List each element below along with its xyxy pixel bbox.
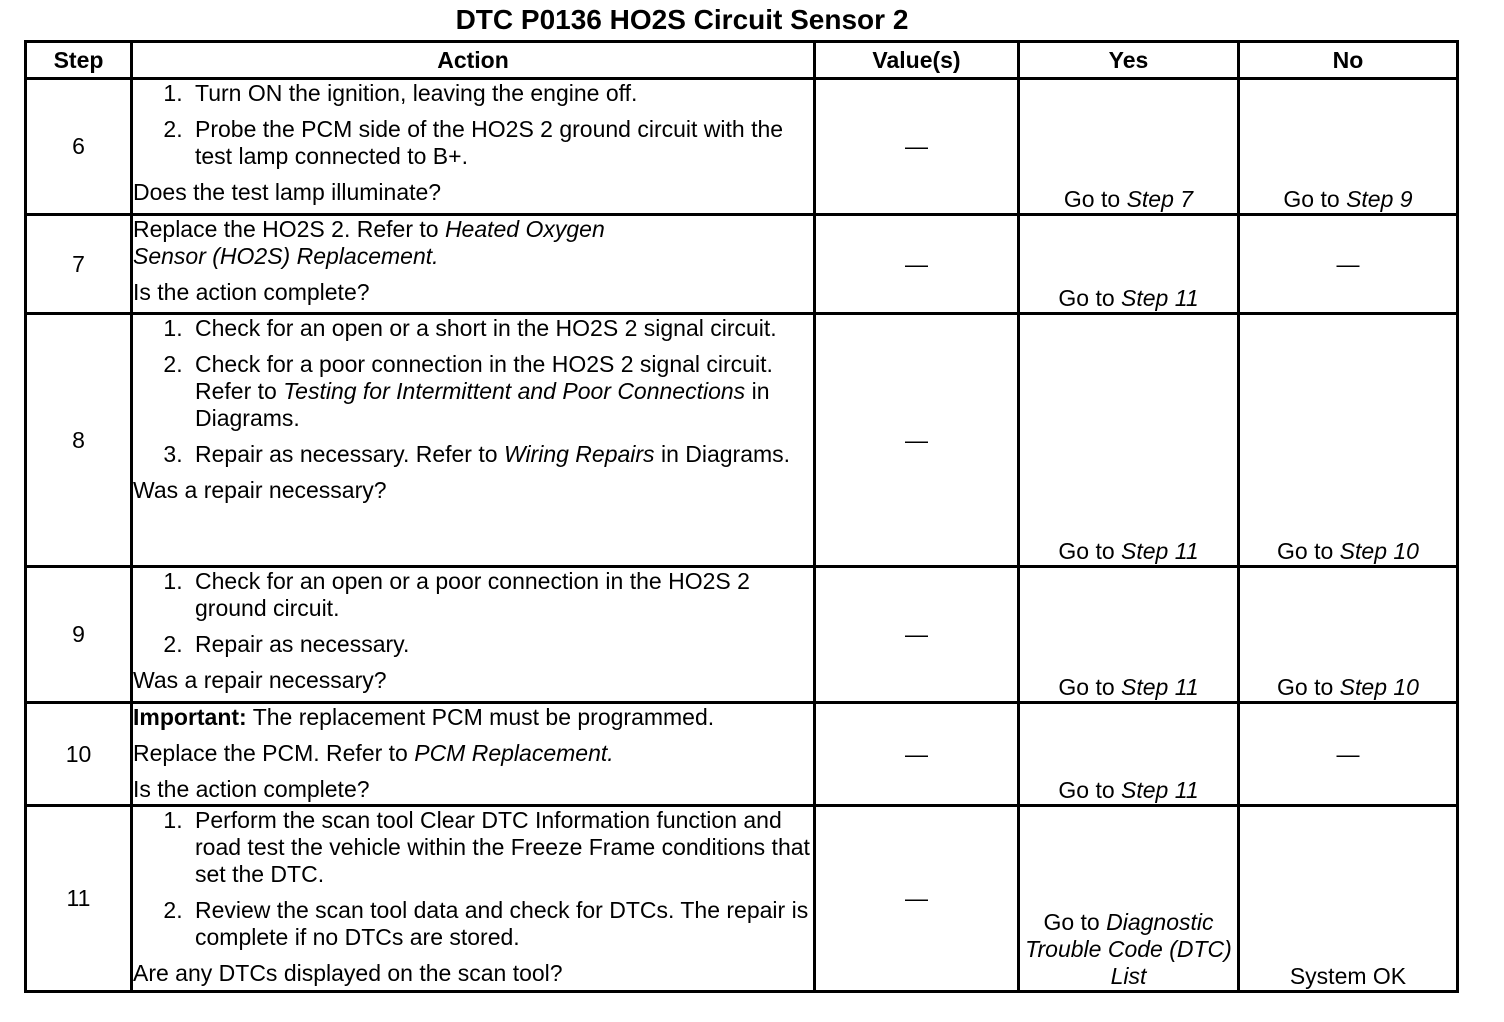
diagnostic-table <box>24 40 1459 993</box>
goto-text: Go to <box>1277 674 1340 700</box>
important-note: Important: The replacement PCM must be programmed. <box>133 704 715 730</box>
reference-link: Heated Oxygen Sensor (HO2S) Replacement. <box>133 216 605 269</box>
action-steps <box>133 80 813 170</box>
table-row <box>26 79 1458 215</box>
step-number: 8 <box>26 314 132 567</box>
step-link: Step 9 <box>1346 186 1413 212</box>
no-cell: — <box>1239 215 1458 314</box>
action-step-item: 2. Probe the PCM side of the HO2S 2 ground circuit with the test lamp connected to B+. <box>189 116 813 170</box>
action-question: Is the action complete? <box>133 776 370 802</box>
reference-link: Wiring Repairs <box>503 441 655 467</box>
value-cell: — <box>815 314 1019 567</box>
header-values: Value(s) <box>815 42 1019 79</box>
goto-text: Go to <box>1277 538 1340 564</box>
yes-cell <box>1019 567 1239 703</box>
action-cell <box>132 314 815 567</box>
step-number: 7 <box>26 215 132 314</box>
action-steps <box>133 807 813 951</box>
action-step-item: 2. Repair as necessary. <box>189 631 813 658</box>
value-cell: — <box>815 703 1019 806</box>
action-question: Was a repair necessary? <box>133 477 387 503</box>
action-cell <box>132 215 815 314</box>
action-step-item: 1. Turn ON the ignition, leaving the engine off. <box>189 80 813 107</box>
yes-cell <box>1019 314 1239 567</box>
action-paragraph: Replace the HO2S 2. Refer to Heated Oxygen Sensor (HO2S) Replacement. <box>133 216 605 269</box>
action-question: Are any DTCs displayed on the scan tool? <box>133 960 563 986</box>
step-number: 11 <box>26 806 132 992</box>
table-row <box>26 703 1458 806</box>
action-cell <box>132 806 815 992</box>
action-step-item: 1. Perform the scan tool Clear DTC Information function and road test the vehicle within the Freeze Frame conditions that set the DTC. <box>189 807 813 888</box>
value-cell: — <box>815 79 1019 215</box>
value-cell: — <box>815 215 1019 314</box>
action-question: Was a repair necessary? <box>133 667 387 693</box>
yes-cell <box>1019 806 1239 992</box>
action-cell <box>132 567 815 703</box>
goto-text: Go to <box>1058 285 1122 311</box>
important-label: Important: <box>133 704 247 730</box>
step-link: Step 10 <box>1339 674 1419 700</box>
step-number: 6 <box>26 79 132 215</box>
goto-text: Go to <box>1058 538 1122 564</box>
no-cell <box>1239 567 1458 703</box>
no-cell <box>1239 79 1458 215</box>
step-link: Step 11 <box>1121 777 1199 803</box>
step-link: Step 11 <box>1121 674 1199 700</box>
action-cell <box>132 79 815 215</box>
no-cell: System OK <box>1239 806 1458 992</box>
goto-text: Go to <box>1043 909 1107 935</box>
value-cell: — <box>815 567 1019 703</box>
no-cell <box>1239 314 1458 567</box>
action-step-item: 2. Check for a poor connection in the HO2S 2 signal circuit. Refer to Testing for Intermittent and Poor Connections in Diagrams. <box>189 351 813 432</box>
action-cell <box>132 703 815 806</box>
header-yes: Yes <box>1019 42 1239 79</box>
action-step-item: 1. Check for an open or a poor connection in the HO2S 2 ground circuit. <box>189 568 813 622</box>
yes-cell <box>1019 703 1239 806</box>
action-question: Is the action complete? <box>133 279 370 305</box>
step-link: Step 10 <box>1339 538 1419 564</box>
table-header-row <box>26 42 1458 79</box>
goto-text: Go to <box>1058 777 1122 803</box>
reference-link: PCM Replacement. <box>414 740 614 766</box>
step-number: 9 <box>26 567 132 703</box>
no-cell: — <box>1239 703 1458 806</box>
action-step-item: 3. Repair as necessary. Refer to Wiring Repairs in Diagrams. <box>189 441 813 468</box>
step-link: Step 11 <box>1121 538 1199 564</box>
yes-cell <box>1019 215 1239 314</box>
step-link: Step 7 <box>1126 186 1194 212</box>
reference-link: Diagnostic Trouble Code (DTC) List <box>1025 909 1232 989</box>
goto-text: Go to <box>1058 674 1122 700</box>
header-step: Step <box>26 42 132 79</box>
yes-cell <box>1019 79 1239 215</box>
table-row <box>26 567 1458 703</box>
step-link: Step 11 <box>1121 285 1199 311</box>
table-row <box>26 806 1458 992</box>
goto-text: Go to <box>1063 186 1127 212</box>
action-step-item: 1. Check for an open or a short in the HO2S 2 signal circuit. <box>189 315 813 342</box>
goto-text: Go to <box>1283 186 1347 212</box>
value-cell: — <box>815 806 1019 992</box>
table-row <box>26 215 1458 314</box>
action-step-item: 2. Review the scan tool data and check for DTCs. The repair is complete if no DTCs are stored. <box>189 897 813 951</box>
table-row <box>26 314 1458 567</box>
action-paragraph: Replace the PCM. Refer to PCM Replacement. <box>133 740 614 766</box>
reference-link: Testing for Intermittent and Poor Connections <box>283 378 746 404</box>
step-number: 10 <box>26 703 132 806</box>
action-question: Does the test lamp illuminate? <box>133 179 442 205</box>
header-no: No <box>1239 42 1458 79</box>
page-title: DTC P0136 HO2S Circuit Sensor 2 <box>455 4 909 35</box>
header-action: Action <box>132 42 815 79</box>
action-steps <box>133 568 813 658</box>
action-steps <box>133 315 813 468</box>
